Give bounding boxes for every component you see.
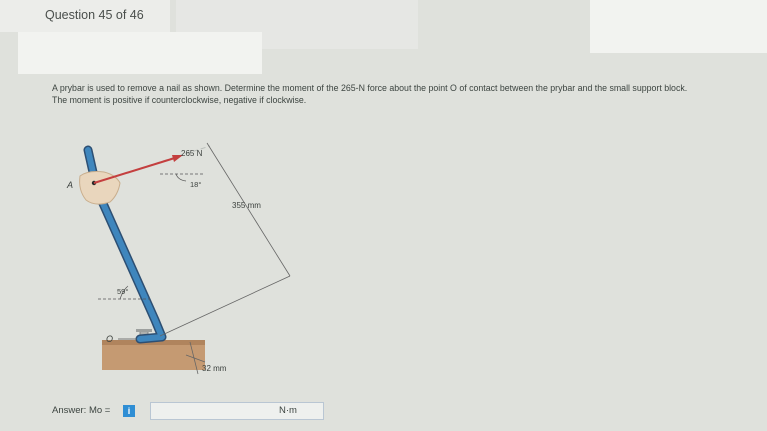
answer-label: Answer: Mo =	[52, 405, 111, 416]
angle-59-label: 59°	[117, 287, 129, 296]
point-a-label: A	[67, 180, 74, 190]
force-arrow	[94, 157, 178, 183]
answer-input[interactable]	[150, 402, 324, 420]
question-number: Question 45 of 46	[0, 0, 170, 32]
dim-32-label: 32 mm	[202, 364, 227, 373]
dim-355-label: 355 mm	[232, 201, 261, 210]
units-label: N·m	[279, 405, 297, 416]
nail-head	[136, 329, 152, 332]
angle-arc-18	[176, 174, 186, 181]
point-o-label: O	[106, 334, 114, 344]
problem-statement: A prybar is used to remove a nail as shown. Determine the moment of the 265-N force about the point O of contact between the prybar and the small support block. The moment is positive if counterclockwise, negative if clockwise.	[52, 83, 688, 105]
force-label: 265 N	[181, 149, 203, 158]
info-icon[interactable]: i	[123, 405, 135, 417]
dim-355-extension	[160, 276, 290, 336]
angle-18-label: 18°	[190, 180, 202, 189]
